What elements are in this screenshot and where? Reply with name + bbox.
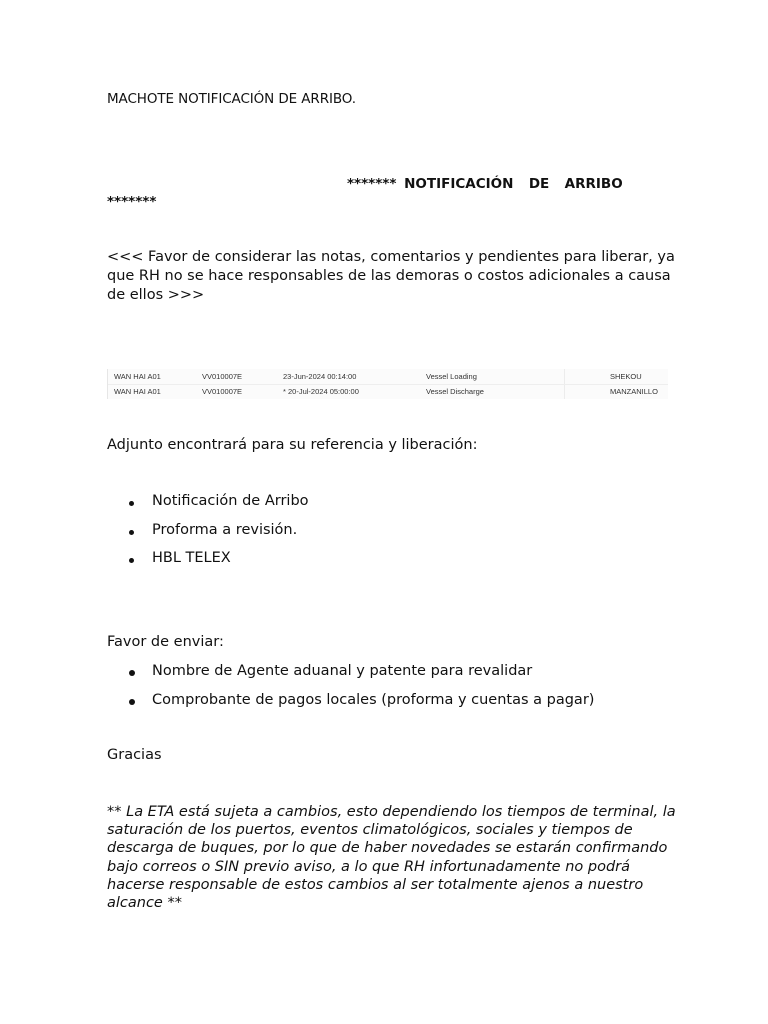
port-cell: MANZANILLO [610,387,658,396]
bullet-icon [129,670,135,676]
eta-disclaimer [107,803,677,912]
vessel-cell: WAN HAI A01 [114,387,161,396]
bullet-icon [129,558,134,563]
document-title: MACHOTE NOTIFICACIÓN DE ARRIBO. [107,91,356,107]
event-cell: Vessel Loading [426,372,477,381]
notice-paragraph [107,248,675,305]
notice-line: <<< Favor de considerar las notas, comentarios y pendientes para liberar, ya [107,249,675,265]
port-cell: SHEKOU [610,372,642,381]
shipping-schedule-table [107,369,668,399]
event-cell: Vessel Discharge [426,387,484,396]
bullet-icon [129,530,134,535]
table-row [108,369,668,385]
send-list [107,663,594,720]
disclaimer-line: ** La ETA está sujeta a cambios, esto dependiendo los tiempos de terminal, la [107,804,676,820]
list-item [107,550,309,579]
heading-line-1: ******* NOTIFICACIÓN DE ARRIBO [347,176,623,192]
disclaimer-line: alcance ** [107,895,182,912]
notice-line: que RH no se hace responsables de las demoras o costos adicionales a causa [107,268,671,284]
date-cell: * 20-Jul-2024 05:00:00 [283,387,359,396]
bullet-icon [129,699,135,705]
voyage-cell: VV010007E [202,387,243,396]
heading-line-2: ******* [107,194,157,210]
list-item-label: Proforma a revisión. [152,521,298,538]
attachments-list [107,493,309,579]
attachments-intro: Adjunto encontrará para su referencia y liberación: [107,437,478,453]
list-item [107,522,309,551]
bullet-icon [129,501,134,506]
disclaimer-line: saturación de los puertos, eventos climatológicos, sociales y tiempos de [107,822,633,839]
list-item [107,692,594,721]
notice-line: de ellos >>> [107,287,205,303]
table-row [108,384,668,399]
disclaimer-line: descarga de buques, por lo que de haber novedades se estarán confirmando [107,840,668,857]
disclaimer-line: hacerse responsable de estos cambios al ser totalmente ajenos a nuestro [107,876,644,893]
disclaimer-line: bajo correos o SIN previo aviso, a lo que RH infortunadamente no podrá [107,858,631,875]
list-item [107,663,594,692]
list-item-label: Comprobante de pagos locales (proforma y cuentas a pagar) [152,691,595,708]
thanks-text: Gracias [107,747,162,763]
voyage-cell: VV010007E [202,372,243,381]
list-item-label: HBL TELEX [152,550,231,566]
date-cell: 23-Jun-2024 00:14:00 [283,372,357,381]
list-item-label: Nombre de Agente aduanal y patente para revalidar [152,663,533,679]
list-item [107,493,309,522]
send-intro: Favor de enviar: [107,634,224,650]
list-item-label: Notificación de Arribo [152,493,309,509]
vessel-cell: WAN HAI A01 [114,372,161,381]
